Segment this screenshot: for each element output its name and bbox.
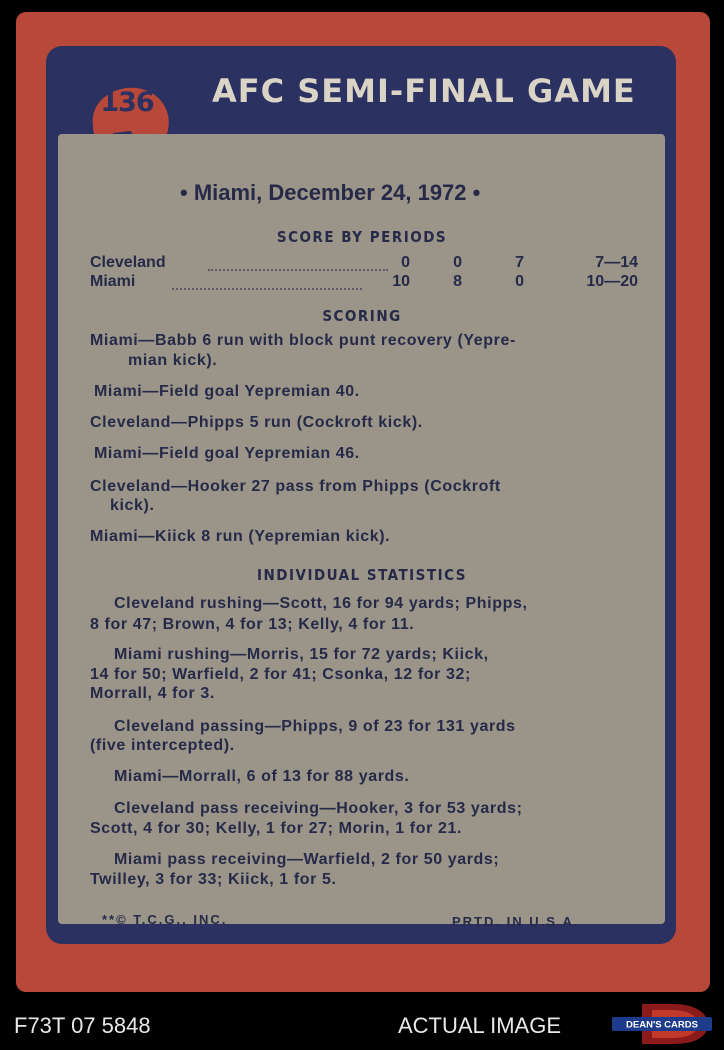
score-q2: 0 <box>453 254 462 271</box>
score-q1: 10 <box>392 273 410 290</box>
stats-line: Scott, 4 for 30; Kelly, 1 for 27; Morin, 1 for 21. <box>90 820 463 837</box>
scoring-line: Miami—Kiick 8 run (Yepremian kick). <box>90 528 391 545</box>
dotted-leader <box>208 269 388 271</box>
dotted-leader <box>172 288 362 290</box>
stats-line: Miami rushing—Morris, 15 for 72 yards; Kiick, <box>114 646 489 663</box>
scoring-line: Cleveland—Hooker 27 pass from Phipps (Cockroft <box>90 478 501 495</box>
score-heading: SCORE BY PERIODS <box>276 228 448 246</box>
stats-line: Cleveland rushing—Scott, 16 for 94 yards; Phipps, <box>114 595 528 612</box>
stats-line: Morrall, 4 for 3. <box>90 685 215 702</box>
score-q3: 7 <box>515 254 524 271</box>
score-team-cleveland: Cleveland <box>90 254 166 271</box>
score-team-miami: Miami <box>90 273 136 290</box>
logo-text: DEAN'S CARDS <box>626 1019 698 1031</box>
stats-line: Twilley, 3 for 33; Kiick, 1 for 5. <box>90 871 337 888</box>
deans-cards-logo <box>612 1002 712 1046</box>
scoring-line: Miami—Babb 6 run with block punt recovery (Yepre- <box>90 332 516 349</box>
card-number: 136 <box>100 87 154 118</box>
scoring-line: Miami—Field goal Yepremian 46. <box>94 445 360 462</box>
stats-line: Miami pass receiving—Warfield, 2 for 50 yards; <box>114 851 500 868</box>
score-final: 7—14 <box>595 254 638 271</box>
score-final: 10—20 <box>586 273 638 290</box>
stats-line: Cleveland passing—Phipps, 9 of 23 for 131 yards <box>114 718 516 735</box>
scoring-line: kick). <box>110 497 155 514</box>
scoring-line: mian kick). <box>128 352 218 369</box>
stats-line: Miami—Morrall, 6 of 13 for 88 yards. <box>114 768 410 785</box>
copyright-text: **© T.C.G., INC. <box>102 912 228 927</box>
stats-line: 8 for 47; Brown, 4 for 13; Kelly, 4 for 11. <box>90 616 415 633</box>
card-title: AFC SEMI-FINAL GAME <box>212 72 636 110</box>
printed-in-text: PRTD. IN U.S.A. <box>452 914 580 929</box>
scoring-line: Miami—Field goal Yepremian 40. <box>94 383 360 400</box>
game-date-line: • Miami, December 24, 1972 • <box>180 180 481 205</box>
stats-line: (five intercepted). <box>90 737 235 754</box>
score-q3: 0 <box>515 273 524 290</box>
score-q2: 8 <box>453 273 462 290</box>
stats-heading: INDIVIDUAL STATISTICS <box>256 566 468 584</box>
inventory-code: F73T 07 5848 <box>14 1013 151 1038</box>
stats-line: 14 for 50; Warfield, 2 for 41; Csonka, 12 for 32; <box>90 666 471 683</box>
scoring-heading: SCORING <box>322 307 402 325</box>
stats-line: Cleveland pass receiving—Hooker, 3 for 53 yards; <box>114 800 523 817</box>
actual-image-label: ACTUAL IMAGE <box>398 1013 561 1038</box>
score-q1: 0 <box>401 254 410 271</box>
scoring-line: Cleveland—Phipps 5 run (Cockroft kick). <box>90 414 423 431</box>
